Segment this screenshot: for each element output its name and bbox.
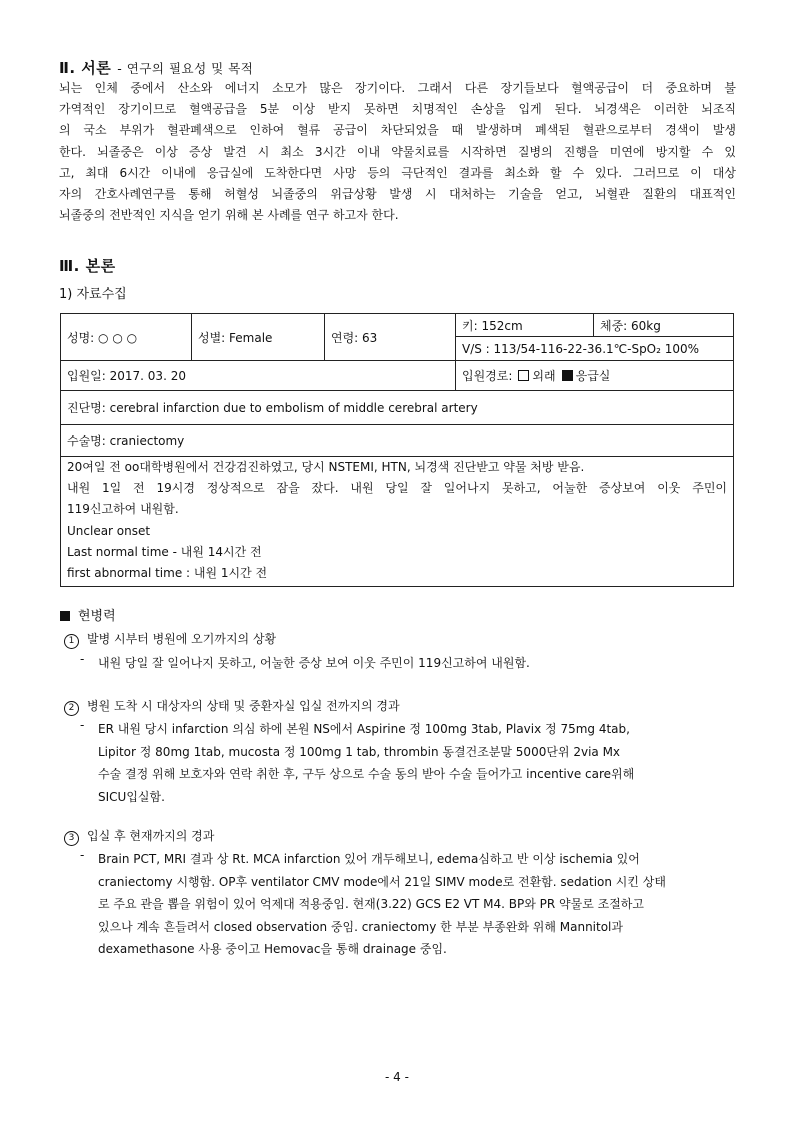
- emergency-label: 응급실: [575, 369, 611, 383]
- item-line: 내원 당일 잘 일어나지 못하고, 어눌한 증상 보여 이웃 주민이 119신고하여 내원함.: [98, 656, 530, 670]
- circled-number-3-icon: 3: [64, 831, 79, 846]
- item-line: Brain PCT, MRI 결과 상 Rt. MCA infarction 있어 개두해보니, edema심하고 반 이상 ischemia 있어: [98, 852, 640, 866]
- intro-line: 한다. 뇌졸중은 이상 증상 발견 시 최소 3시간 이내 약물치료를 시작하면 질병의 진행을 미연에 방지할 수 있: [59, 144, 736, 159]
- circled-number-2-icon: 2: [64, 701, 79, 716]
- intro-line: 고, 최대 6시간 이내에 응급실에 도착한다면 사망 등의 극단적인 결과를 최소화 할 수 있다. 그러므로 이 대상: [59, 165, 736, 180]
- square-bullet-icon: [60, 611, 70, 621]
- intro-heading: Ⅱ. 서론: [59, 59, 112, 77]
- item-line: Lipitor 정 80mg 1tab, mucosta 정 100mg 1 tab, thrombin 동결건조분말 5000단위 2via Mx: [98, 744, 621, 759]
- outpatient-label: 외래: [532, 369, 556, 383]
- page-number: - 4 -: [385, 1070, 409, 1084]
- intro-subheading: - 연구의 필요성 및 목적: [117, 61, 254, 76]
- item-line: 있으나 계속 흔들려서 closed observation 중임. craniectomy 한 부분 부종완화 위해 Mannitol과: [98, 919, 623, 934]
- section-heading-body: Ⅲ. 본론: [59, 257, 116, 275]
- intro-paragraph: [59, 78, 736, 226]
- intro-line: 뇌졸중의 전반적인 지식을 얻기 위해 본 사례를 연구 하고자 한다.: [59, 208, 399, 223]
- item-3-body: [98, 848, 666, 961]
- dash-icon: -: [80, 652, 85, 666]
- patient-name: 성명: ○ ○ ○: [61, 314, 192, 361]
- intro-line: 뇌는 인체 중에서 산소와 에너지 소모가 많은 장기이다. 그래서 다른 장기들보다 혈액공급이 더 중요하며 불: [59, 81, 736, 95]
- surgery: 수술명: craniectomy: [61, 425, 734, 457]
- history-line: 119신고하여 내원함.: [67, 502, 179, 517]
- intro-line: 의 국소 부위가 혈관폐색으로 인하여 혈류 공급이 차단되었을 때 발생하며 폐색된 혈관으로부터 경색이 발생: [59, 123, 736, 138]
- patient-height: 키: 152cm: [456, 314, 594, 337]
- dash-icon: -: [80, 848, 85, 862]
- item-1-title: [64, 630, 276, 649]
- item-3-title: [64, 827, 214, 846]
- item-2-body: [98, 718, 634, 808]
- circled-number-1-icon: 1: [64, 634, 79, 649]
- history-line: 20여일 전 oo대학병원에서 건강검진하였고, 당시 NSTEMI, HTN, 뇌경색 진단받고 약물 처방 받음.: [67, 460, 585, 474]
- intro-line: 자의 간호사례연구를 통해 허혈성 뇌졸중의 위급상황 발생 시 대처하는 기술을 얻고, 뇌혈관 질환의 대표적인: [59, 187, 736, 202]
- admission-date: 입원일: 2017. 03. 20: [61, 361, 456, 391]
- patient-sex: 성별: Female: [192, 314, 325, 361]
- item-title: 발병 시부터 병원에 오기까지의 상황: [87, 632, 277, 646]
- data-collection-heading: 1) 자료수집: [59, 287, 127, 302]
- item-line: dexamethasone 사용 중이고 Hemovac을 통해 drainage 중임.: [98, 942, 447, 956]
- patient-vitals: V/S : 113/54-116-22-36.1℃-SpO₂ 100%: [456, 337, 734, 361]
- history-cell: [61, 457, 734, 587]
- history-line: Unclear onset: [67, 523, 151, 538]
- present-illness-heading: [60, 605, 116, 624]
- item-line: 로 주요 관을 뽑을 위험이 있어 억제대 적용중임. 현재(3.22) GCS E2 VT M4. BP와 PR 약물로 조절하고: [98, 897, 644, 911]
- patient-age: 연령: 63: [325, 314, 456, 361]
- item-2-title: [64, 697, 400, 716]
- admission-route: [456, 361, 734, 391]
- section-heading-intro: [59, 57, 253, 78]
- emergency-checkbox: [562, 370, 573, 381]
- history-line: Last normal time - 내원 14시간 전: [67, 544, 262, 559]
- diagnosis: 진단명: cerebral infarction due to embolism of middle cerebral artery: [61, 391, 734, 425]
- history-line: 내원 1일 전 19시경 정상적으로 잠을 잤다. 내원 당일 잘 일어나지 못하고, 어눌한 증상보여 이웃 주민이: [67, 481, 727, 496]
- item-line: SICU입실함.: [98, 789, 165, 804]
- intro-line: 가역적인 장기이므로 혈액공급을 5분 이상 받지 못하면 치명적인 손상을 입게 된다. 뇌경색은 이러한 뇌조직: [59, 102, 736, 117]
- dash-icon: -: [80, 718, 85, 732]
- outpatient-checkbox: [518, 370, 529, 381]
- item-line: craniectomy 시행함. OP후 ventilator CMV mode에서 21일 SIMV mode로 전환함. sedation 시킨 상태: [98, 874, 666, 889]
- present-illness-title: 현병력: [78, 609, 116, 624]
- item-line: ER 내원 당시 infarction 의심 하에 본원 NS에서 Aspirine 정 100mg 3tab, Plavix 정 75mg 4tab,: [98, 722, 630, 736]
- patient-weight: 체중: 60kg: [594, 314, 734, 337]
- admission-route-label: 입원경로:: [462, 369, 513, 383]
- item-1-body: [98, 652, 530, 675]
- patient-info-table: [60, 313, 734, 587]
- item-title: 입실 후 현재까지의 경과: [87, 829, 215, 843]
- history-line: first abnormal time : 내원 1시간 전: [67, 566, 268, 581]
- item-title: 병원 도착 시 대상자의 상태 및 중환자실 입실 전까지의 경과: [87, 699, 400, 713]
- item-line: 수술 결정 위해 보호자와 연락 취한 후, 구두 상으로 수술 동의 받아 수술 들어가고 incentive care위해: [98, 767, 635, 781]
